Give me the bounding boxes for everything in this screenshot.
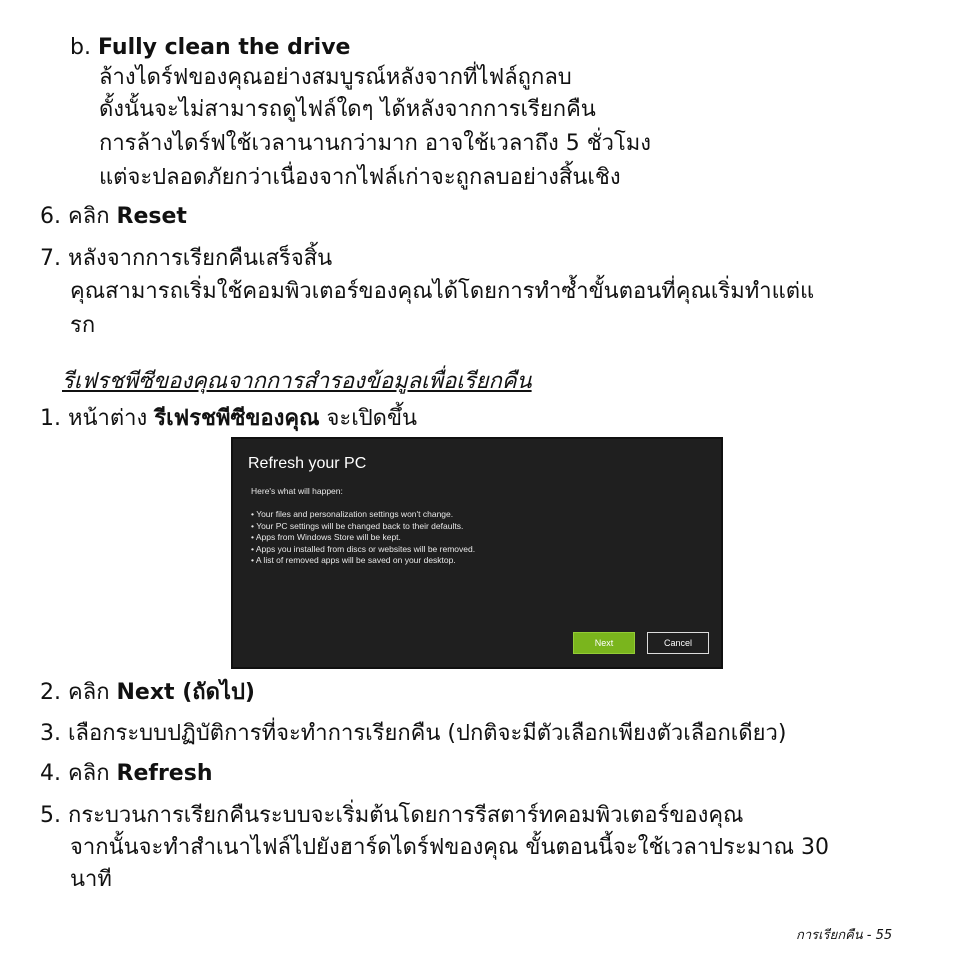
refresh-step-4 [40, 760, 212, 788]
refresh-step-2 [40, 679, 255, 707]
step-6 [40, 203, 187, 231]
refresh-step-3 [40, 720, 786, 748]
step-7-line: คุณสามารถเริ่มใช้คอมพิวเตอร์ของคุณได้โดยการทำซ้ำขั้นตอนที่คุณเริ่มทำแต่แ [70, 279, 815, 304]
step-bold: Next (ถัดไป) [116, 680, 255, 705]
next-button[interactable]: Next [573, 632, 635, 654]
step-b-line: การล้างไดร์ฟใช้เวลานานกว่ามาก อาจใช้เวลาถึง 5 ชั่วโมง [99, 131, 652, 156]
dialog-bullet-list [251, 509, 475, 567]
dialog-subtitle: Here's what will happen: [251, 486, 343, 496]
step-text: คลิก [68, 680, 117, 705]
step-text: กระบวนการเรียกคืนระบบจะเริ่มต้นโดยการรีสตาร์ทคอมพิวเตอร์ของคุณ [68, 803, 744, 828]
refresh-step-5 [40, 802, 743, 830]
list-item: • Apps from Windows Store will be kept. [251, 532, 475, 544]
step-number: 3. [40, 721, 61, 746]
step-b-line: ล้างไดร์ฟของคุณอย่างสมบูรณ์หลังจากที่ไฟล์ถูกลบ [99, 65, 572, 90]
step-number: 4. [40, 761, 61, 786]
step-text: หลังจากการเรียกคืนเสร็จสิ้น [68, 246, 333, 271]
refresh-pc-screenshot [231, 437, 723, 669]
step-b-title: Fully clean the drive [97, 35, 351, 60]
list-item: • A list of removed apps will be saved on your desktop. [251, 555, 475, 567]
step-b-marker: b. [70, 35, 91, 60]
step-bold: Refresh [116, 761, 213, 786]
step-number: 6. [40, 204, 61, 229]
refresh-step-5-line: นาที [70, 867, 112, 892]
step-text: เลือกระบบปฏิบัติการที่จะทำการเรียกคืน (ปกติจะมีตัวเลือกเพียงตัวเลือกเดียว) [68, 721, 787, 746]
list-item: • Your files and personalization settings won't change. [251, 509, 475, 521]
step-7-line: รก [70, 313, 96, 338]
step-bold: Reset [116, 204, 187, 229]
step-b-line: ดั้งนั้นจะไม่สามารถดูไฟล์ใดๆ ได้หลังจากการเรียกคืน [99, 97, 596, 122]
step-b-heading [70, 34, 350, 62]
section-title: รีเฟรชพีซีของคุณจากการสำรองข้อมูลเพื่อเรียกคืน [62, 369, 532, 394]
step-text: หน้าต่าง [68, 406, 155, 431]
refresh-step-1 [40, 405, 417, 433]
step-number: 1. [40, 406, 61, 431]
step-b-line: แต่จะปลอดภัยกว่าเนื่องจากไฟล์เก่าจะถูกลบอย่างสิ้นเชิง [99, 165, 621, 190]
cancel-button[interactable]: Cancel [647, 632, 709, 654]
step-number: 5. [40, 803, 61, 828]
step-text: จะเปิดขึ้น [319, 406, 418, 431]
step-number: 7. [40, 246, 61, 271]
step-text: คลิก [68, 761, 117, 786]
refresh-step-5-line: จากนั้นจะทำสำเนาไฟล์ไปยังฮาร์ดไดร์ฟของคุณ ขั้นตอนนี้จะใช้เวลาประมาณ 30 [70, 835, 830, 860]
dialog-title: Refresh your PC [248, 455, 367, 472]
step-text: คลิก [68, 204, 117, 229]
page-footer: การเรียกคืน - 55 [796, 928, 893, 943]
step-7 [40, 245, 332, 273]
list-item: • Apps you installed from discs or websites will be removed. [251, 544, 475, 556]
step-number: 2. [40, 680, 61, 705]
list-item: • Your PC settings will be changed back to their defaults. [251, 521, 475, 533]
step-bold: รีเฟรชพีซีของคุณ [154, 406, 320, 431]
